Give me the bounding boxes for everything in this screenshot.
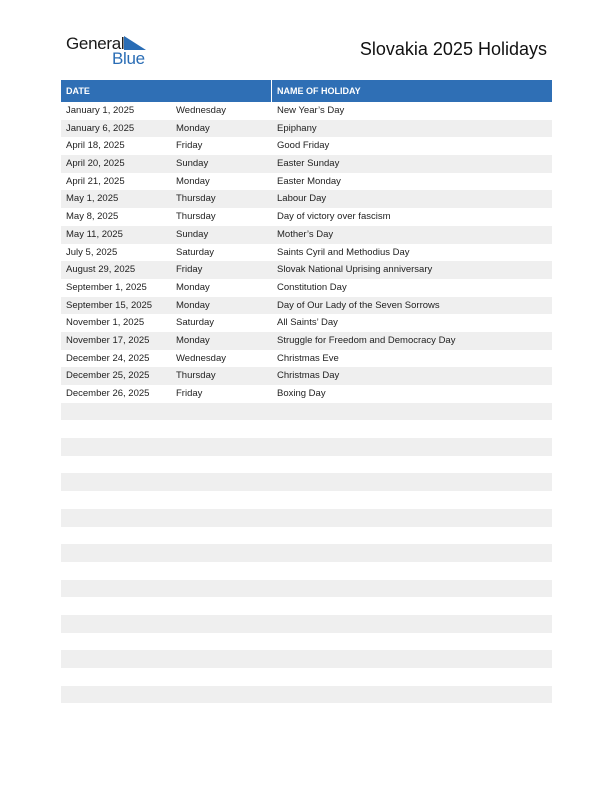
holiday-date: May 1, 2025 [66,193,119,205]
page-title: Slovakia 2025 Holidays [359,39,547,59]
holiday-name: Christmas Eve [277,352,339,364]
holiday-name: Epiphany [277,122,317,134]
holiday-date [61,491,171,509]
holiday-weekday: Sunday [176,158,209,170]
holiday-weekday [171,633,272,651]
holiday-weekday: Monday [176,334,210,346]
holiday-date [61,473,171,491]
holiday-name [272,703,552,721]
holiday-date [61,456,171,474]
holiday-name [272,650,552,668]
holiday-name: Struggle for Freedom and Democracy Day [277,334,456,346]
holiday-name [272,456,552,474]
holiday-name [272,562,552,580]
holiday-name [272,491,552,509]
holiday-name: Day of victory over fascism [277,211,391,223]
generalblue-logo [66,34,156,68]
holiday-date: December 25, 2025 [66,370,150,382]
holiday-name [272,403,552,421]
holiday-weekday [171,686,272,704]
holiday-date [61,597,171,615]
holiday-weekday: Wednesday [176,105,226,116]
holiday-weekday: Monday [176,299,210,311]
holiday-date: November 1, 2025 [66,317,145,329]
holiday-date: April 20, 2025 [66,158,125,170]
table-row [61,120,552,138]
holiday-date: July 5, 2025 [66,246,118,258]
holiday-weekday: Monday [176,122,210,134]
holiday-weekday: Thursday [176,193,216,205]
table-row [61,314,552,332]
table-row [61,226,552,244]
holiday-weekday [171,562,272,580]
holiday-weekday: Saturday [176,317,215,329]
table-row [61,350,552,368]
holiday-name: New Year’s Day [277,105,345,116]
header-holiday-name: NAME OF HOLIDAY [272,80,552,102]
holiday-weekday: Friday [176,264,203,276]
holiday-weekday [171,473,272,491]
holiday-weekday [171,527,272,545]
holiday-weekday [171,491,272,509]
logo-triangle-icon [124,36,146,50]
holiday-name: Mother’s Day [277,228,334,240]
table-header [61,80,552,102]
holiday-weekday [171,580,272,598]
holiday-date [61,650,171,668]
header-date: DATE [61,80,271,102]
holiday-date: September 1, 2025 [66,281,147,293]
holiday-date [61,403,171,421]
holiday-table [61,80,552,721]
holiday-weekday [171,615,272,633]
holiday-name [272,615,552,633]
table-row [61,279,552,297]
holiday-date: December 26, 2025 [66,388,150,399]
holiday-weekday [171,650,272,668]
holiday-weekday [171,668,272,686]
table-row [61,491,552,509]
table-body [61,102,552,721]
table-row [61,420,552,438]
holiday-date: May 11, 2025 [66,228,123,240]
holiday-name: All Saints’ Day [277,317,338,329]
holiday-date [61,509,171,527]
table-row [61,244,552,262]
holiday-name [272,544,552,562]
table-row [61,438,552,456]
holiday-weekday: Wednesday [176,352,226,364]
holiday-weekday: Thursday [176,370,216,382]
table-row [61,650,552,668]
holiday-weekday: Monday [176,281,210,293]
holiday-weekday [171,456,272,474]
holiday-date [61,544,171,562]
table-row [61,615,552,633]
holiday-date [61,527,171,545]
holiday-name: Day of Our Lady of the Seven Sorrows [277,299,440,311]
table-row [61,686,552,704]
holiday-date: April 21, 2025 [66,175,125,187]
holiday-date: January 6, 2025 [66,122,135,134]
table-row [61,562,552,580]
holiday-weekday [171,597,272,615]
holiday-date: September 15, 2025 [66,299,153,311]
table-row [61,703,552,721]
logo-word-blue: Blue [112,49,145,68]
holiday-name [272,473,552,491]
holiday-date [61,420,171,438]
holiday-weekday: Sunday [176,228,209,240]
holiday-name [272,420,552,438]
holiday-date: December 24, 2025 [66,352,150,364]
table-row [61,367,552,385]
holiday-name: Slovak National Uprising anniversary [277,264,433,276]
holiday-weekday [171,438,272,456]
holiday-weekday: Monday [176,175,210,187]
holiday-name: Saints Cyril and Methodius Day [277,246,410,258]
table-row [61,544,552,562]
holiday-name: Easter Monday [277,175,341,187]
holiday-name [272,438,552,456]
holiday-weekday [171,509,272,527]
holiday-date [61,686,171,704]
holiday-name [272,686,552,704]
holiday-weekday [171,544,272,562]
table-row [61,509,552,527]
holiday-date: August 29, 2025 [66,264,136,276]
table-row [61,597,552,615]
holiday-weekday: Friday [176,388,203,399]
table-row [61,297,552,315]
logo-word-general: General [66,34,125,53]
table-row [61,403,552,421]
holiday-weekday [171,420,272,438]
holiday-weekday: Friday [176,140,203,152]
holiday-date: April 18, 2025 [66,140,125,152]
holiday-name [272,580,552,598]
holiday-date [61,562,171,580]
table-row [61,580,552,598]
holiday-weekday: Thursday [176,211,216,223]
holiday-name [272,668,552,686]
holiday-weekday [171,403,272,421]
table-row [61,190,552,208]
holiday-name [272,597,552,615]
holiday-date [61,668,171,686]
holiday-weekday [171,703,272,721]
table-row [61,332,552,350]
holiday-date [61,438,171,456]
holiday-weekday: Saturday [176,246,215,258]
holiday-name: Constitution Day [277,281,347,293]
holiday-name: Christmas Day [277,370,340,382]
holiday-name: Easter Sunday [277,158,340,170]
table-row [61,261,552,279]
table-row [61,473,552,491]
holiday-date [61,633,171,651]
holiday-name: Labour Day [277,193,327,205]
holiday-date: November 17, 2025 [66,334,150,346]
table-row [61,633,552,651]
table-row [61,385,552,403]
holiday-name [272,633,552,651]
holiday-name [272,527,552,545]
table-row [61,527,552,545]
holiday-date [61,703,171,721]
table-row [61,102,552,120]
holiday-date: January 1, 2025 [66,105,135,116]
table-row [61,208,552,226]
table-row [61,173,552,191]
table-row [61,155,552,173]
holiday-name: Good Friday [277,140,330,152]
holiday-name [272,509,552,527]
table-row [61,137,552,155]
table-row [61,456,552,474]
holiday-date: May 8, 2025 [66,211,119,223]
holiday-name: Boxing Day [277,388,326,399]
holiday-date [61,615,171,633]
table-row [61,668,552,686]
holiday-date [61,580,171,598]
